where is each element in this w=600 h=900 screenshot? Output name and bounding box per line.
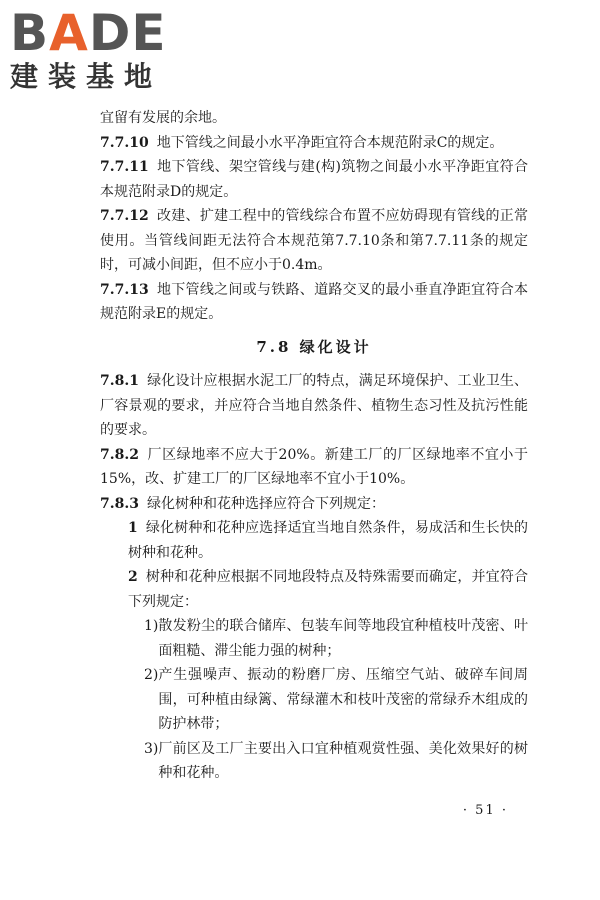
logo-wordmark: BADE [10, 4, 167, 62]
clause-7-7-13: 7.7.13 地下管线之间或与铁路、道路交叉的最小垂直净距宜符合本规范附录E的规定。 [100, 281, 528, 322]
list-item-1: 1 绿化树种和花种应选择适宜当地自然条件，易成活和生长快的树种和花种。 [128, 520, 528, 561]
page-number: · 51 · [462, 803, 508, 818]
clause-7-7-11: 7.7.11 地下管线、架空管线与建(构)筑物之间最小水平净距宜符合本规范附录D的规定。 [100, 159, 528, 200]
list-item-2: 2 树种和花种应根据不同地段特点及特殊需要而确定，并宜符合下列规定： [128, 569, 528, 610]
clause-7-8-3: 7.8.3 绿化树种和花种选择应符合下列规定： [100, 495, 385, 512]
clause-7-8-1: 7.8.1 绿化设计应根据水泥工厂的特点，满足环境保护、工业卫生、厂容景观的要求，并应符合当地自然条件、植物生态习性及抗污性能的要求。 [100, 373, 528, 438]
clause-7-7-12: 7.7.12 改建、扩建工程中的管线综合布置不应妨碍现有管线的正常使用。当管线间距无法符合本规范第7.7.10条和第7.7.11条的规定时，可减小间距，但不应小于0.4m。 [100, 208, 528, 273]
sub-item-1: 1) 散发粉尘的联合储库、包装车间等地段宜种植枝叶茂密、叶面粗糙、滞尘能力强的树种； [144, 618, 528, 659]
clause-7-7-10: 7.7.10 地下管线之间最小水平净距宜符合本规范附录C的规定。 [100, 134, 504, 151]
section-title: 7.8 绿化设计 [256, 337, 372, 356]
clause-7-8-2: 7.8.2 厂区绿地率不应大于20%。新建工厂的厂区绿地率不宜小于15%，改、扩建工厂的厂区绿地率不宜小于10%。 [100, 446, 528, 487]
continued-text: 宜留有发展的余地。 [100, 110, 226, 126]
bade-logo [10, 4, 180, 94]
document-body [100, 106, 528, 786]
logo-subtitle: 建装基地 [10, 60, 163, 93]
sub-item-3: 3) 厂前区及工厂主要出入口宜种植观赏性强、美化效果好的树种和花种。 [144, 740, 528, 781]
sub-item-2: 2) 产生强噪声、振动的粉磨厂房、压缩空气站、破碎车间周围，可种植由绿篱、常绿灌木和枝叶茂密的常绿乔木组成的防护林带； [144, 667, 528, 732]
